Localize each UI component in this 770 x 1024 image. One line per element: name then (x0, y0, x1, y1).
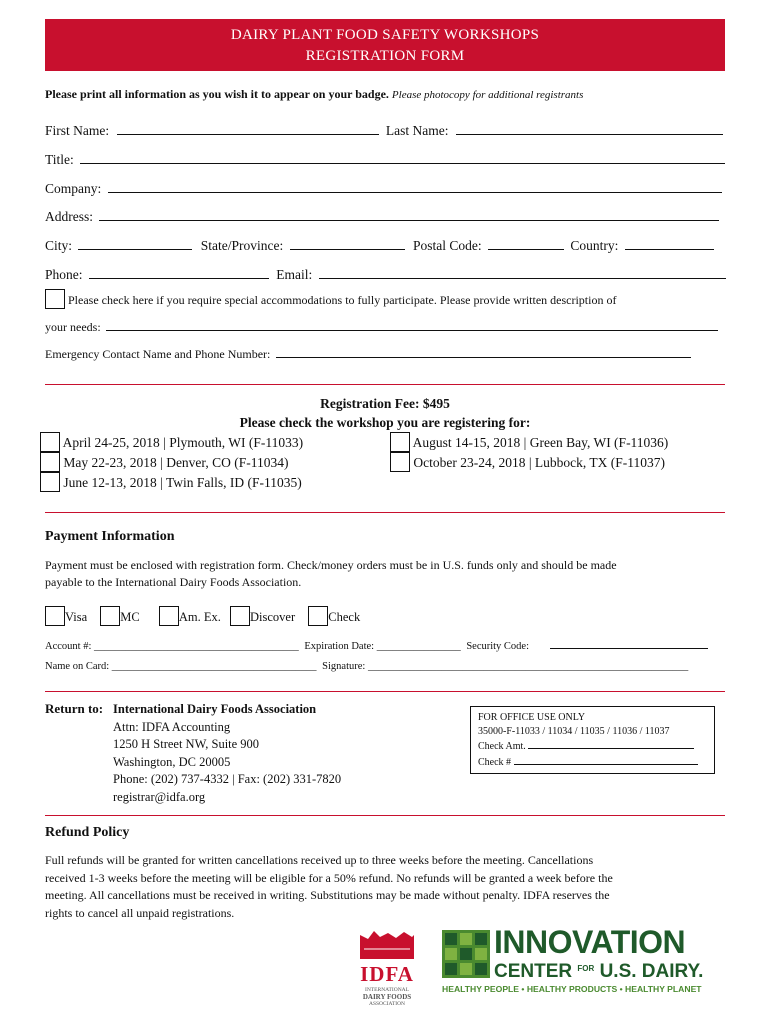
expiration-field[interactable]: ________________ (376, 641, 461, 652)
return-phone: Phone: (202) 737-4332 | Fax: (202) 331-7820 (113, 772, 342, 786)
emergency-field[interactable] (276, 345, 691, 358)
country-label: Country: (570, 238, 619, 253)
company-field[interactable] (108, 178, 722, 193)
discover-label: Discover (250, 610, 296, 624)
idfa-skyline-icon (358, 929, 416, 959)
state-label: State/Province: (200, 238, 284, 253)
first-name-field[interactable] (117, 120, 379, 135)
workshop-option (390, 452, 665, 472)
check-label: Check (328, 610, 361, 624)
check-no-field (514, 754, 698, 765)
country-field[interactable] (625, 235, 714, 250)
payment-heading: Payment Information (45, 529, 175, 544)
name-on-card-field[interactable]: _______________________________________ (111, 661, 317, 672)
card-row (45, 661, 688, 672)
refund-line: received 1-3 weeks before the meeting will be eligible for a 50% refund. No refunds will be granted a week before the (45, 870, 613, 885)
check-amt-label: Check Amt. (478, 741, 526, 752)
divider (45, 815, 725, 816)
check-no-label: Check # (478, 756, 512, 768)
instructions-bold: Please print all information as you wish it to appear on your badge. (45, 87, 389, 101)
state-field[interactable] (290, 235, 405, 250)
usdairy-text: U.S. DAIRY. (599, 961, 704, 982)
email-field[interactable] (319, 264, 726, 279)
form-subtitle: REGISTRATION FORM (305, 48, 465, 64)
city-row (45, 235, 714, 254)
form-title: DAIRY PLANT FOOD SAFETY WORKSHOPS (230, 27, 540, 43)
needs-row (45, 318, 718, 335)
last-name-label: Last Name: (385, 123, 449, 138)
idfa-logo (358, 929, 416, 1009)
account-field[interactable]: _______________________________________ (94, 641, 299, 652)
mc-label: MC (120, 610, 140, 624)
emergency-label: Emergency Contact Name and Phone Number: (45, 347, 271, 361)
refund-line: rights to cancel all unpaid registrations. (45, 905, 235, 920)
address-field[interactable] (99, 206, 719, 221)
payment-text-1: Payment must be enclosed with registration form. Check/money orders must be in U.S. funds only and should be made (45, 558, 617, 572)
needs-field[interactable] (106, 318, 718, 331)
for-text: FOR (577, 964, 595, 973)
logo-tagline: HEALTHY PEOPLE • HEALTHY PRODUCTS • HEALTHY PLANET (442, 984, 702, 994)
company-row (45, 178, 722, 197)
idfa-wordmark: IDFA (360, 962, 414, 986)
accommodations-row (45, 289, 616, 309)
payment-methods (45, 606, 360, 626)
idfa-sub: DAIRY FOODS (362, 993, 412, 1001)
phone-field[interactable] (89, 264, 269, 279)
refund-heading: Refund Policy (45, 825, 130, 840)
visa-checkbox[interactable] (45, 606, 65, 626)
idfa-sub: ASSOCIATION (368, 1001, 406, 1007)
divider (45, 691, 725, 692)
first-name-label: First Name: (45, 123, 110, 138)
workshop-checkbox[interactable] (390, 452, 410, 472)
registration-fee: Registration Fee: $495 (320, 396, 450, 411)
discover-checkbox[interactable] (230, 606, 250, 626)
idfa-sub: INTERNATIONAL (365, 987, 409, 993)
workshop-option (40, 452, 289, 472)
postal-label: Postal Code: (413, 238, 482, 253)
city-field[interactable] (78, 235, 192, 250)
workshop-option (40, 432, 303, 452)
name-on-card-label: Name on Card: (45, 661, 110, 672)
accommodations-checkbox[interactable] (45, 289, 65, 309)
address-label: Address: (45, 209, 93, 224)
grid-icon (442, 930, 490, 978)
office-codes: 35000-F-11033 / 11034 / 11035 / 11036 / 11037 (478, 725, 670, 737)
workshop-checkbox[interactable] (40, 432, 60, 452)
return-label: Return to: (45, 701, 104, 716)
email-label: Email: (276, 267, 313, 282)
divider (45, 512, 725, 513)
return-email: registrar@idfa.org (113, 789, 206, 804)
signature-field[interactable]: _____________________________________________________________ (367, 661, 689, 672)
accommodations-text: Please check here if you require special accommodations to fully participate. Please provide written description of (68, 293, 617, 307)
amex-label: Am. Ex. (178, 610, 221, 624)
form-header (45, 19, 725, 71)
postal-field[interactable] (488, 235, 564, 250)
return-org: International Dairy Foods Association (113, 702, 317, 716)
office-use-box (470, 706, 715, 774)
account-label: Account #: (45, 641, 92, 652)
needs-label: your needs: (45, 320, 101, 334)
address-row (45, 206, 719, 225)
instructions (45, 87, 583, 102)
emergency-row (45, 345, 691, 362)
return-street: 1250 H Street NW, Suite 900 (113, 737, 260, 751)
return-address (113, 701, 341, 806)
refund-line: meeting. All cancellations must be received in writing. Substitutions may be made without penalty. IDFA reserves the (45, 888, 610, 902)
title-field[interactable] (80, 149, 725, 164)
workshop-label: April 24-25, 2018 | Plymouth, WI (F-11033) (62, 435, 304, 450)
return-city: Washington, DC 20005 (113, 754, 231, 769)
workshop-label: October 23-24, 2018 | Lubbock, TX (F-11037) (413, 455, 666, 470)
innovation-center-logo (442, 924, 714, 998)
visa-label: Visa (65, 610, 88, 624)
last-name-field[interactable] (456, 120, 723, 135)
signature-label: Signature: (322, 661, 366, 672)
workshop-label: May 22-23, 2018 | Denver, CO (F-11034) (63, 455, 289, 470)
check-amt-field (528, 738, 694, 749)
center-text: CENTER (494, 961, 573, 982)
instructions-italic: Please photocopy for additional registrants (391, 89, 584, 101)
workshop-label: June 12-13, 2018 | Twin Falls, ID (F-11035) (63, 475, 302, 490)
expiration-label: Expiration Date: (304, 641, 375, 652)
security-field[interactable] (550, 638, 708, 649)
account-row (45, 638, 708, 652)
innovation-wordmark: INNOVATION (494, 924, 686, 960)
company-label: Company: (45, 181, 102, 196)
mc-checkbox[interactable] (100, 606, 120, 626)
workshop-label: August 14-15, 2018 | Green Bay, WI (F-11036) (412, 435, 669, 450)
office-title: FOR OFFICE USE ONLY (478, 712, 586, 723)
security-label: Security Code: (466, 641, 530, 652)
registration-prompt: Please check the workshop you are registering for: (239, 415, 531, 430)
workshop-checkbox[interactable] (390, 432, 410, 452)
city-label: City: (45, 238, 73, 253)
divider (45, 384, 725, 385)
return-attn: Attn: IDFA Accounting (113, 719, 231, 734)
amex-checkbox[interactable] (159, 606, 179, 626)
workshop-checkbox[interactable] (40, 452, 60, 472)
workshop-option (40, 472, 302, 492)
workshop-option (390, 432, 668, 452)
workshop-checkbox[interactable] (40, 472, 60, 492)
check-checkbox[interactable] (308, 606, 328, 626)
refund-text (45, 852, 613, 922)
title-row (45, 149, 725, 168)
name-row (45, 120, 723, 139)
payment-text-2: payable to the International Dairy Foods Association. (45, 575, 302, 589)
phone-label: Phone: (45, 267, 83, 282)
title-label: Title: (45, 152, 74, 167)
center-wordmark (494, 959, 703, 982)
refund-line: Full refunds will be granted for written cancellations received up to three weeks before the meeting. Cancellations (45, 853, 594, 867)
contact-row (45, 264, 726, 283)
